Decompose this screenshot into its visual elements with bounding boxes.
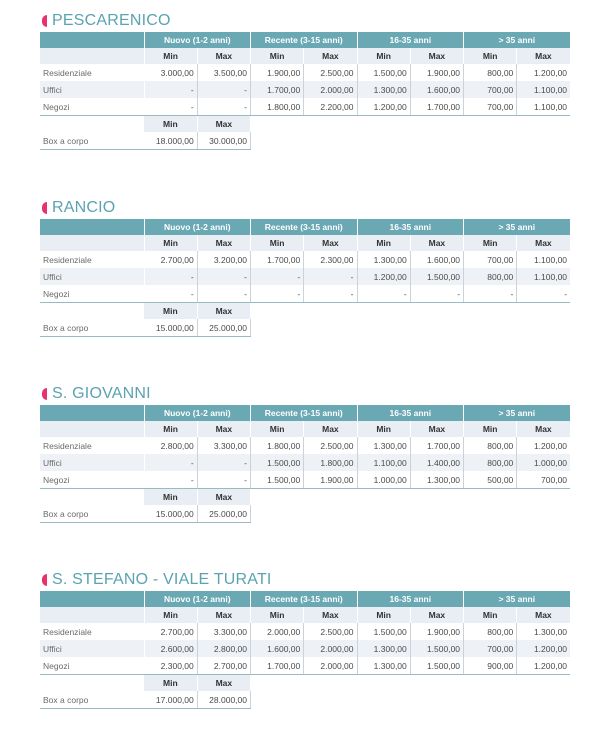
min-header: Min [464,48,517,64]
max-header: Max [517,235,570,251]
empty-cell [410,132,463,150]
value-cell: 1.700,00 [410,98,463,116]
minmax-blank-cell [40,235,144,251]
row-label: Residenziale [40,64,144,81]
price-section [40,199,570,337]
empty-cell [517,116,570,133]
value-cell: 1.500,00 [357,623,410,640]
row-label: Residenziale [40,251,144,268]
empty-cell [357,132,410,150]
section-title [42,385,570,403]
empty-cell [464,303,517,320]
minmax-header-row [40,607,570,623]
value-cell: 900,00 [464,657,517,675]
empty-cell [304,116,357,133]
empty-cell [304,675,357,692]
section-title-text: S. GIOVANNI [52,385,151,402]
group-header: > 35 anni [464,405,571,421]
box-max-header: Max [197,675,250,692]
header-blank-cell [40,219,144,235]
value-cell: - [197,98,250,116]
row-label: Negozi [40,471,144,489]
value-cell: 3.500,00 [197,64,250,81]
data-row [40,454,570,471]
empty-cell [464,132,517,150]
value-cell: 1.500,00 [251,471,304,489]
value-cell: - [410,285,463,303]
section-title-text: S. STEFANO - VIALE TURATI [52,571,272,588]
value-cell: 3.300,00 [197,623,250,640]
value-cell: 700,00 [464,81,517,98]
empty-cell [251,691,304,709]
empty-cell [410,505,463,523]
value-cell: 1.100,00 [533,254,568,265]
value-cell: 2.300,00 [304,251,357,268]
value-cell: - [144,81,197,98]
data-row [40,98,570,116]
value-cell: 800,00 [464,623,517,640]
empty-cell [464,505,517,523]
box-max-header: Max [197,116,250,133]
value-cell: 1.000,00 [357,471,410,489]
value-cell: 1.800,00 [251,437,304,454]
minmax-header-row [40,48,570,64]
max-header: Max [304,235,357,251]
max-header: Max [410,235,463,251]
box-row [40,319,570,337]
empty-cell [410,675,463,692]
value-cell: - [251,285,304,303]
empty-cell [517,691,570,709]
data-row [40,623,570,640]
data-row [40,81,570,98]
box-max-value: 28.000,00 [197,691,250,709]
empty-cell [357,303,410,320]
minmax-blank-cell [40,48,144,64]
value-cell: - [304,285,357,303]
empty-cell [357,675,410,692]
empty-cell [357,489,410,506]
min-header: Min [251,421,304,437]
value-cell: 800,00 [464,268,517,285]
value-cell: 1.700,00 [410,437,463,454]
value-cell: 1.200,00 [517,657,570,675]
value-cell: 1.500,00 [410,268,463,285]
value-cell: 1.800,00 [304,454,357,471]
group-header: Nuovo (1-2 anni) [144,591,251,607]
price-table [40,219,571,337]
data-row [40,251,570,268]
empty-cell [410,303,463,320]
value-cell: 800,00 [464,437,517,454]
min-header: Min [357,48,410,64]
value-cell: 1.500,00 [251,454,304,471]
box-max-value: 30.000,00 [197,132,250,150]
header-blank-cell [40,405,144,421]
value-cell: 700,00 [517,471,570,489]
row-label: Negozi [40,98,144,116]
empty-cell [304,303,357,320]
max-header: Max [304,421,357,437]
box-label: Box a corpo [40,691,144,709]
value-cell: - [517,285,570,303]
value-cell: 2.500,00 [304,64,357,81]
empty-cell [251,505,304,523]
row-label: Negozi [40,285,144,303]
empty-cell [251,132,304,150]
group-header: 16-35 anni [357,219,464,235]
value-cell: 1.500,00 [410,640,463,657]
empty-cell [251,489,304,506]
section-title [42,12,570,30]
price-section [40,12,570,150]
data-row [40,657,570,675]
value-cell: - [304,268,357,285]
max-header: Max [197,607,250,623]
box-min-value: 15.000,00 [144,505,197,523]
value-cell: 1.700,00 [251,657,304,675]
value-cell: - [197,268,250,285]
minmax-header-row [40,421,570,437]
value-cell: - [144,98,197,116]
row-label: Uffici [40,268,144,285]
value-cell: 1.700,00 [251,251,304,268]
empty-cell [410,116,463,133]
value-cell: - [197,285,250,303]
group-header: Recente (3-15 anni) [251,32,358,48]
group-header: > 35 anni [464,219,571,235]
box-min-header: Min [144,303,197,320]
value-cell: 3.300,00 [197,437,250,454]
value-cell: 1.200,00 [533,440,568,451]
empty-cell [464,116,517,133]
value-cell: 1.500,00 [410,657,463,675]
min-header: Min [144,607,197,623]
empty-cell [304,489,357,506]
group-header: 16-35 anni [357,405,464,421]
data-row [40,285,570,303]
value-cell: 1.300,00 [357,437,410,454]
box-min-value: 18.000,00 [144,132,197,150]
value-cell: 2.000,00 [304,657,357,675]
group-header: 16-35 anni [357,32,464,48]
empty-cell [251,303,304,320]
price-table [40,591,571,709]
empty-cell [464,319,517,337]
row-label: Uffici [40,81,144,98]
box-blank-cell [40,116,144,133]
empty-cell [357,505,410,523]
box-min-value: 15.000,00 [144,319,197,337]
value-cell: 2.500,00 [304,437,357,454]
group-header: Recente (3-15 anni) [251,219,358,235]
value-cell: 700,00 [464,251,517,268]
value-cell: 1.900,00 [251,64,304,81]
data-row [40,471,570,489]
value-cell: 1.600,00 [410,81,463,98]
empty-cell [464,691,517,709]
value-cell: - [197,81,250,98]
value-cell: 2.800,00 [197,640,250,657]
value-cell: 1.100,00 [517,81,570,98]
empty-cell [357,116,410,133]
empty-cell [410,489,463,506]
box-label: Box a corpo [40,505,144,523]
min-header: Min [357,607,410,623]
group-header: Recente (3-15 anni) [251,405,358,421]
min-header: Min [251,607,304,623]
empty-cell [410,319,463,337]
empty-cell [304,132,357,150]
group-header: Recente (3-15 anni) [251,591,358,607]
empty-cell [357,691,410,709]
value-cell: 2.700,00 [144,623,197,640]
group-header: Nuovo (1-2 anni) [144,219,251,235]
box-label: Box a corpo [40,132,144,150]
row-label: Negozi [40,657,144,675]
group-header: Nuovo (1-2 anni) [144,405,251,421]
empty-cell [517,675,570,692]
value-cell: 1.900,00 [410,64,463,81]
data-row [40,64,570,81]
min-header: Min [464,607,517,623]
group-header: > 35 anni [464,591,571,607]
empty-cell [410,691,463,709]
value-cell: - [357,285,410,303]
min-header: Min [144,48,197,64]
value-cell: 3.000,00 [144,64,197,81]
value-cell: 1.100,00 [517,268,570,285]
empty-cell [517,132,570,150]
value-cell: 1.500,00 [357,64,410,81]
min-header: Min [251,235,304,251]
empty-cell [357,319,410,337]
value-cell: 2.300,00 [144,657,197,675]
value-cell: 700,00 [464,640,517,657]
value-cell: 2.800,00 [144,437,197,454]
data-row [40,268,570,285]
value-cell: 500,00 [464,471,517,489]
empty-cell [517,489,570,506]
data-row [40,640,570,657]
min-header: Min [464,235,517,251]
bullet-icon [42,574,47,586]
min-header: Min [144,235,197,251]
empty-cell [464,675,517,692]
box-max-value: 25.000,00 [197,505,250,523]
box-minmax-row [40,675,570,692]
section-title-text: RANCIO [52,199,116,216]
box-row [40,505,570,523]
section-title-text: PESCARENICO [52,12,171,29]
max-header: Max [410,607,463,623]
min-header: Min [357,421,410,437]
value-cell: 2.000,00 [304,81,357,98]
box-blank-cell [40,489,144,506]
group-header: Nuovo (1-2 anni) [144,32,251,48]
value-cell: 2.600,00 [144,640,197,657]
data-row [40,437,570,454]
empty-cell [304,691,357,709]
group-header-row [40,32,570,48]
box-min-value: 17.000,00 [144,691,197,709]
value-cell: 800,00 [464,454,517,471]
box-max-header: Max [197,489,250,506]
min-header: Min [357,235,410,251]
value-cell: - [197,471,250,489]
value-cell: 1.300,00 [357,640,410,657]
minmax-header-row [40,235,570,251]
value-cell: 1.100,00 [357,454,410,471]
value-cell: - [144,471,197,489]
box-row [40,691,570,709]
value-cell: 1.800,00 [251,98,304,116]
value-cell: 3.200,00 [197,251,250,268]
box-label: Box a corpo [40,319,144,337]
bullet-icon [42,15,47,27]
value-cell: - [197,454,250,471]
header-blank-cell [40,32,144,48]
value-cell: 1.200,00 [357,268,410,285]
group-header: 16-35 anni [357,591,464,607]
max-header: Max [517,607,570,623]
empty-cell [304,505,357,523]
max-header: Max [304,607,357,623]
value-cell: 1.600,00 [410,251,463,268]
box-minmax-row [40,116,570,133]
row-label: Residenziale [40,437,144,454]
value-cell: 2.000,00 [251,623,304,640]
value-cell: 1.300,00 [410,471,463,489]
bullet-icon [42,202,47,214]
box-max-header: Max [197,303,250,320]
value-cell: - [144,285,197,303]
box-minmax-row [40,303,570,320]
box-min-header: Min [144,675,197,692]
value-cell: 1.300,00 [357,657,410,675]
empty-cell [464,489,517,506]
minmax-blank-cell [40,421,144,437]
value-cell: 1.200,00 [533,67,568,78]
minmax-blank-cell [40,607,144,623]
value-cell: 1.200,00 [357,98,410,116]
value-cell: 1.900,00 [304,471,357,489]
value-cell: 2.700,00 [197,657,250,675]
value-cell: 2.500,00 [304,623,357,640]
box-blank-cell [40,303,144,320]
value-cell: 700,00 [464,98,517,116]
value-cell: 1.700,00 [251,81,304,98]
value-cell: 1.300,00 [357,251,410,268]
group-header-row [40,219,570,235]
value-cell: 2.000,00 [304,640,357,657]
value-cell: 1.000,00 [517,454,570,471]
group-header: > 35 anni [464,32,571,48]
max-header: Max [197,421,250,437]
group-header-row [40,591,570,607]
box-row [40,132,570,150]
empty-cell [517,303,570,320]
value-cell: 1.100,00 [517,98,570,116]
max-header: Max [304,48,357,64]
box-minmax-row [40,489,570,506]
value-cell: - [251,268,304,285]
value-cell: - [464,285,517,303]
max-header: Max [197,235,250,251]
header-blank-cell [40,591,144,607]
section-title [42,571,570,589]
value-cell: 1.600,00 [251,640,304,657]
group-header-row [40,405,570,421]
bullet-icon [42,388,47,400]
max-header: Max [197,48,250,64]
empty-cell [251,116,304,133]
value-cell: 800,00 [464,64,517,81]
value-cell: - [144,268,197,285]
section-title [42,199,570,217]
max-header: Max [410,48,463,64]
empty-cell [517,319,570,337]
min-header: Min [144,421,197,437]
min-header: Min [464,421,517,437]
value-cell: 2.200,00 [304,98,357,116]
value-cell: 2.700,00 [144,251,197,268]
max-header: Max [517,421,570,437]
box-min-header: Min [144,489,197,506]
row-label: Uffici [40,454,144,471]
value-cell: 1.400,00 [410,454,463,471]
max-header: Max [517,48,570,64]
price-table [40,32,571,150]
empty-cell [304,319,357,337]
row-label: Uffici [40,640,144,657]
value-cell: 1.300,00 [357,81,410,98]
max-header: Max [410,421,463,437]
empty-cell [251,675,304,692]
value-cell: 1.200,00 [517,640,570,657]
empty-cell [517,505,570,523]
box-max-value: 25.000,00 [197,319,250,337]
price-section [40,571,570,709]
value-cell: 1.300,00 [533,626,568,637]
value-cell: - [144,454,197,471]
value-cell: 1.900,00 [410,623,463,640]
price-section [40,385,570,523]
price-table [40,405,571,523]
min-header: Min [251,48,304,64]
empty-cell [251,319,304,337]
row-label: Residenziale [40,623,144,640]
box-min-header: Min [144,116,197,133]
box-blank-cell [40,675,144,692]
